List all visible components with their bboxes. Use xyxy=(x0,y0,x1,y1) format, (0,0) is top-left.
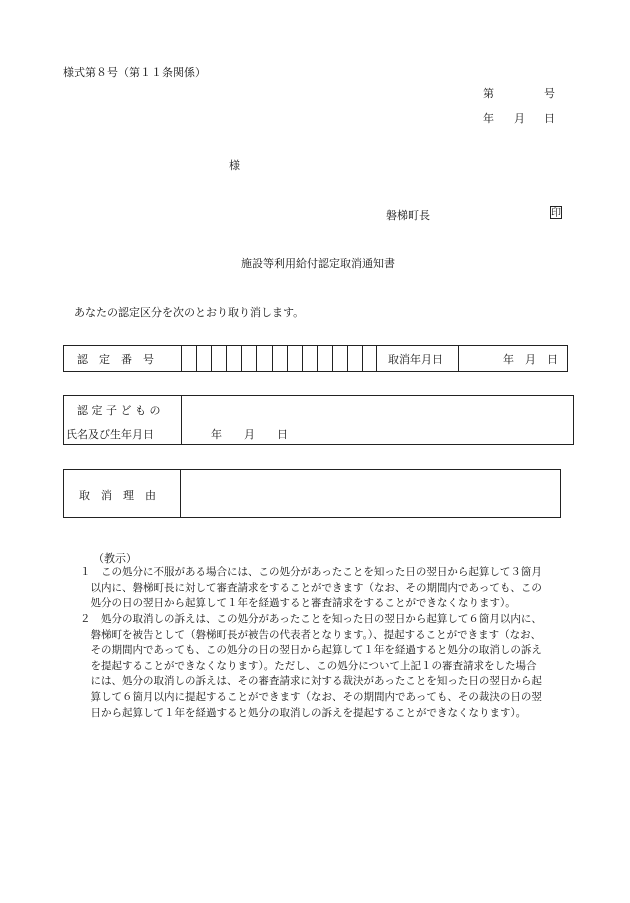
issuer-title: 磐梯町長 xyxy=(386,209,430,222)
notice-item-2-line: を提起することができなくなります）。ただし、この処分について上記１の審査請求をした場合 xyxy=(80,659,537,672)
addressee-honorific: 様 xyxy=(229,159,240,172)
cancel-date-label: 取消年月日 xyxy=(388,353,443,366)
notice-item-1-line: 以内に、磐梯町長に対して審査請求をすることができます（なお、その期間内であっても、この xyxy=(80,581,542,594)
notice-item-2-line: 磐梯町を被告として（磐梯町長が被告の代表者となります。）、提起することができます（なお、 xyxy=(80,628,542,641)
reason-label: 取 消 理 由 xyxy=(79,489,156,502)
document-title: 施設等利用給付認定取消通知書 xyxy=(241,257,395,270)
seal-stamp: 印 xyxy=(551,208,561,219)
number-suffix: 号 xyxy=(544,87,555,100)
number-prefix: 第 xyxy=(483,87,494,100)
cert-number-label: 認 定 番 号 xyxy=(77,353,154,366)
child-label-line2: 氏名及び生年月日 xyxy=(66,428,154,441)
notice-item-2-line: には、処分の取消しの訴えは、その審査請求に対する裁決があったことを知った日の翌日から起 xyxy=(80,675,542,688)
notice-item-2 xyxy=(80,612,542,721)
notice-item-2-line: 算して６箇月以内に提起することができます（なお、その期間内であっても、その裁決の日の翌 xyxy=(80,690,542,703)
notice-item-1 xyxy=(80,565,542,612)
notice-heading: （教示） xyxy=(93,552,137,565)
notice-item-2-line: ２ 処分の取消しの訴えは、この処分があったことを知った日の翌日から起算して６箇月以内に、 xyxy=(80,613,542,625)
date-month-label: 月 xyxy=(514,112,525,125)
notice-item-2-line: その期間内であっても、この処分の日の翌日から起算して１年を経過すると処分の取消しの訴え xyxy=(80,644,542,657)
child-label-line1: 認 定 子 ど も の xyxy=(77,404,161,417)
notice-item-2-line: 日から起算して１年を経過すると処分の取消しの訴えを提起することができなくなります）。 xyxy=(80,706,527,719)
date-day-label: 日 xyxy=(544,112,555,125)
form-label: 様式第８号（第１１条関係） xyxy=(63,66,206,79)
notice-item-1-line: １ この処分に不服がある場合には、この処分があったことを知った日の翌日から起算して３箇月 xyxy=(80,566,542,578)
notice-item-1-line: 処分の日の翌日から起算して１年を経過すると審査請求をすることができなくなります）。 xyxy=(80,597,516,610)
intro-text: あなたの認定区分を次のとおり取り消します。 xyxy=(74,306,305,319)
date-year-label: 年 xyxy=(483,112,494,125)
cancel-date-value: 年 月 日 xyxy=(503,353,558,366)
birth-date-value: 年 月 日 xyxy=(211,428,288,441)
